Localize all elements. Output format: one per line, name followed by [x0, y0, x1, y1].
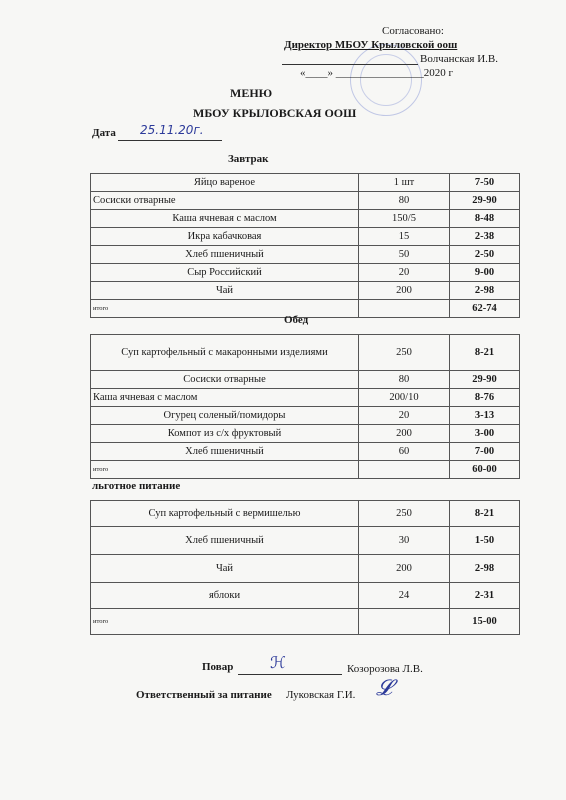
date-label: Дата [92, 127, 116, 139]
dish-portion: 30 [359, 527, 450, 555]
responsible-signature: 𝓛 [376, 676, 392, 701]
dish-portion: 200/10 [359, 389, 450, 407]
table-row [91, 443, 520, 461]
dish-name: Сыр Российский [91, 264, 359, 282]
total-label: итого [91, 609, 359, 635]
approval-director: Директор МБОУ Крыловской оош [284, 39, 458, 51]
approval-director-name: Волчанская И.В. [420, 53, 499, 65]
dish-price: 7-00 [450, 443, 520, 461]
responsible-label: Ответственный за питание [136, 689, 272, 701]
table-row [91, 527, 520, 555]
dish-name: Хлеб пшеничный [91, 443, 359, 461]
table-row [91, 174, 520, 192]
table-row [91, 335, 520, 371]
approval-label: Согласовано: [382, 25, 444, 37]
total-label: итого [91, 300, 359, 318]
dish-name: Хлеб пшеничный [91, 246, 359, 264]
dish-portion: 200 [359, 555, 450, 583]
dish-name: Яйцо вареное [91, 174, 359, 192]
dish-price: 1-50 [450, 527, 520, 555]
dish-name: яблоки [91, 583, 359, 609]
school-stamp [350, 44, 422, 116]
handwritten-date: 25.11.20г. [140, 123, 204, 137]
table-row [91, 282, 520, 300]
dish-price: 2-98 [450, 555, 520, 583]
date-line [118, 140, 222, 141]
total-empty-cell [359, 609, 450, 635]
table-row [91, 264, 520, 282]
table-row [91, 246, 520, 264]
total-value: 15-00 [450, 609, 520, 635]
dish-portion: 150/5 [359, 210, 450, 228]
subsidized-table [90, 500, 520, 635]
total-value: 62-74 [450, 300, 520, 318]
dish-portion: 20 [359, 407, 450, 425]
cook-signature-line [238, 674, 342, 675]
approval-date: «____» ________________2020 г [300, 67, 454, 79]
dish-portion: 250 [359, 335, 450, 371]
dish-portion: 1 шт [359, 174, 450, 192]
dish-name: Суп картофельный с вермишелью [91, 501, 359, 527]
lunch-table [90, 334, 520, 479]
total-empty-cell [359, 300, 450, 318]
dish-price: 8-21 [450, 501, 520, 527]
dish-portion: 50 [359, 246, 450, 264]
dish-name: Икра кабачковая [91, 228, 359, 246]
dish-name: Огурец соленый/помидоры [91, 407, 359, 425]
dish-portion: 200 [359, 425, 450, 443]
school-title: МБОУ КРЫЛОВСКАЯ ООШ [193, 106, 357, 120]
breakfast-heading: Завтрак [228, 153, 269, 165]
dish-portion: 200 [359, 282, 450, 300]
dish-portion: 80 [359, 371, 450, 389]
dish-name: Хлеб пшеничный [91, 527, 359, 555]
breakfast-table [90, 173, 520, 318]
dish-name: Каша ячневая с маслом [91, 389, 359, 407]
dish-price: 8-48 [450, 210, 520, 228]
total-row [91, 461, 520, 479]
table-row [91, 210, 520, 228]
director-signature-line [282, 64, 418, 65]
dish-portion: 80 [359, 192, 450, 210]
table-row [91, 389, 520, 407]
lunch-heading: Обед [284, 314, 309, 326]
dish-portion: 24 [359, 583, 450, 609]
table-row [91, 192, 520, 210]
dish-portion: 250 [359, 501, 450, 527]
dish-name: Чай [91, 555, 359, 583]
dish-price: 8-76 [450, 389, 520, 407]
total-row [91, 609, 520, 635]
dish-price: 2-31 [450, 583, 520, 609]
dish-price: 2-38 [450, 228, 520, 246]
dish-name: Чай [91, 282, 359, 300]
total-value: 60-00 [450, 461, 520, 479]
menu-title: МЕНЮ [230, 86, 273, 100]
total-empty-cell [359, 461, 450, 479]
table-row [91, 425, 520, 443]
dish-price: 29-90 [450, 371, 520, 389]
table-row [91, 407, 520, 425]
dish-price: 3-00 [450, 425, 520, 443]
dish-price: 7-50 [450, 174, 520, 192]
table-row [91, 583, 520, 609]
dish-price: 9-00 [450, 264, 520, 282]
cook-signature: ℋ [270, 653, 286, 672]
table-row [91, 501, 520, 527]
dish-portion: 20 [359, 264, 450, 282]
subsidized-heading: льготное питание [92, 480, 181, 492]
dish-name: Каша ячневая с маслом [91, 210, 359, 228]
cook-label: Повар [202, 661, 234, 673]
total-label: итого [91, 461, 359, 479]
dish-name: Суп картофельный с макаронными изделиями [91, 335, 359, 371]
dish-name: Сосиски отварные [91, 192, 359, 210]
dish-price: 2-50 [450, 246, 520, 264]
dish-name: Сосиски отварные [91, 371, 359, 389]
table-row [91, 555, 520, 583]
dish-portion: 60 [359, 443, 450, 461]
dish-portion: 15 [359, 228, 450, 246]
dish-price: 8-21 [450, 335, 520, 371]
table-row [91, 371, 520, 389]
table-row [91, 228, 520, 246]
dish-price: 29-90 [450, 192, 520, 210]
dish-price: 3-13 [450, 407, 520, 425]
dish-price: 2-98 [450, 282, 520, 300]
cook-name: Козорозова Л.В. [347, 663, 423, 675]
dish-name: Компот из с/х фруктовый [91, 425, 359, 443]
responsible-name: Луковская Г.И. [286, 689, 356, 701]
